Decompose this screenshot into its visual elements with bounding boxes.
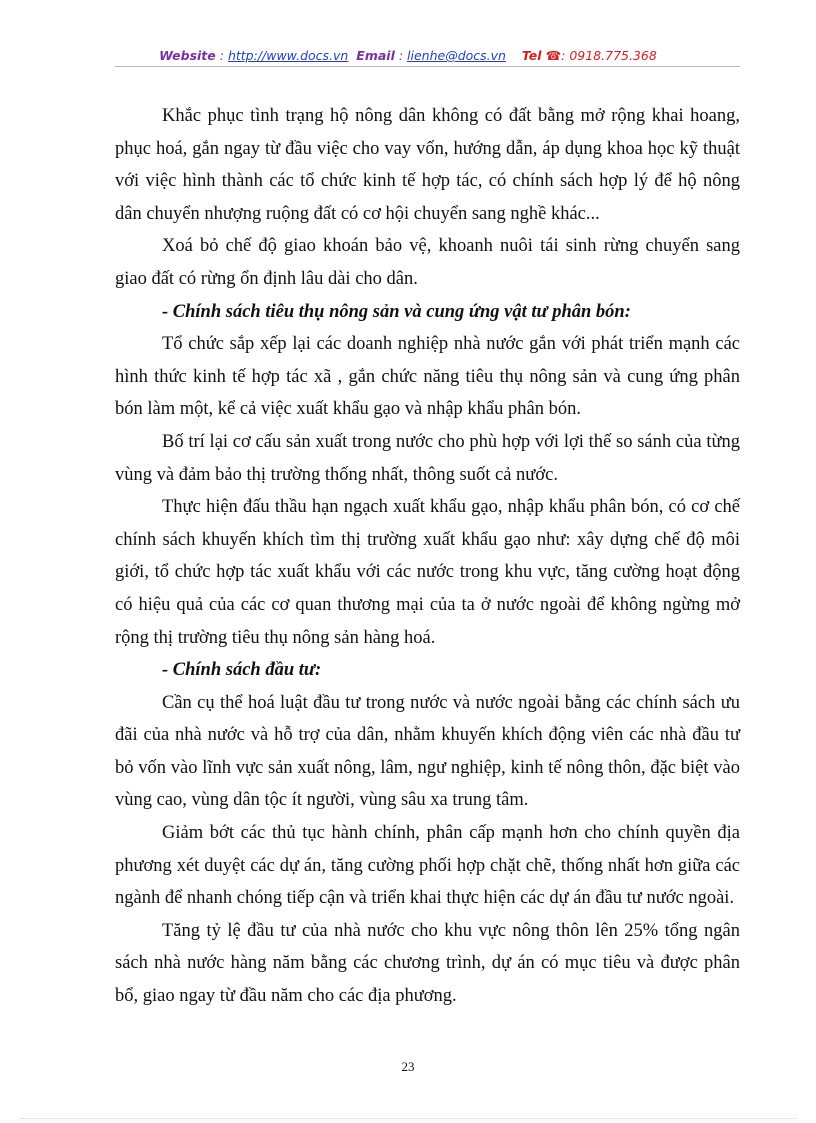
header-divider [115,66,740,67]
body-paragraph: Tăng tỷ lệ đầu tư của nhà nước cho khu vực nông thôn lên 25% tổng ngân sách nhà nước hàng năm bằng các chương trình, dự án có mục tiêu và được phân bổ, giao ngay từ đầu năm cho các địa phương. [115,920,740,1007]
email-label: Email [356,48,395,63]
document-body [115,100,740,1013]
body-paragraph: Thực hiện đấu thầu hạn ngạch xuất khẩu gạo, nhập khẩu phân bón, có cơ chế chính sách khuyến khích tìm thị trường xuất khẩu gạo như: xây dựng chế độ môi giới, tổ chức hợp tác xuất khẩu với các nước trong khu vực, tăng cường hoạt động có hiệu quả của các cơ quan thương mại của ta ở nước ngoài để không ngừng mở rộng thị trường tiêu thụ nông sản hàng hoá. [115,497,740,648]
body-paragraph: Xoá bỏ chế độ giao khoán bảo vệ, khoanh nuôi tái sinh rừng chuyển sang giao đất có rừng ổn định lâu dài cho dân. [115,236,740,289]
website-label: Website [159,48,216,63]
body-paragraph: Giảm bớt các thủ tục hành chính, phân cấp mạnh hơn cho chính quyền địa phương xét duyệt các dự án, tăng cường phối hợp chặt chẽ, thống nhất hơn giữa các ngành để nhanh chóng tiếp cận và triển khai thực hiện các dự án đầu tư nước ngoài. [115,823,740,909]
section-heading-investment-policy: - Chính sách đầu tư: [162,660,322,681]
website-separator: : [215,48,228,63]
telephone-icon: ☎ [545,48,562,63]
body-paragraph: Bố trí lại cơ cấu sản xuất trong nước cho phù hợp với lợi thế so sánh của từng vùng và đảm bảo thị trường thống nhất, thông suốt cả nước. [115,431,740,485]
email-link[interactable]: lienhe@docs.vn [407,48,506,63]
website-link[interactable]: http://www.docs.vn [227,48,349,63]
section-heading-consumption-policy: - Chính sách tiêu thụ nông sản và cung ứng vật tư phân bón: [162,301,631,322]
body-paragraph: Khắc phục tình trạng hộ nông dân không có đất bằng mở rộng khai hoang, phục hoá, gắn ngay từ đầu việc cho vay vốn, hướng dẫn, áp dụng khoa học kỹ thuật với việc hình thành các tổ chức kinh tế hợp tác, có chính sách hợp lý để hộ nông dân chuyển nhượng ruộng đất có cơ hội chuyển sang nghề khác... [115,106,740,224]
email-separator: : [394,48,408,63]
footer-divider [20,1118,796,1119]
phone-number: : 0918.775.368 [561,48,657,63]
tel-label: Tel [521,48,542,63]
page-number: 23 [401,1059,415,1074]
body-paragraph: Cần cụ thể hoá luật đầu tư trong nước và nước ngoài bằng các chính sách ưu đãi của nhà nước và hỗ trợ của dân, nhằm khuyến khích động viên các nhà đầu tư bỏ vốn vào lĩnh vực sản xuất nông, lâm, ngư nghiệp, kinh tế nông thôn, đặc biệt vào vùng cao, vùng dân tộc ít người, vùng sâu xa trung tâm. [115,692,740,811]
page-header [0,47,816,65]
body-paragraph: Tổ chức sắp xếp lại các doanh nghiệp nhà nước gắn với phát triển mạnh các hình thức kinh tế hợp tác xã , gắn chức năng tiêu thụ nông sản và cung ứng phân bón làm một, kể cả việc xuất khẩu gạo và nhập khẩu phân bón. [115,334,740,420]
